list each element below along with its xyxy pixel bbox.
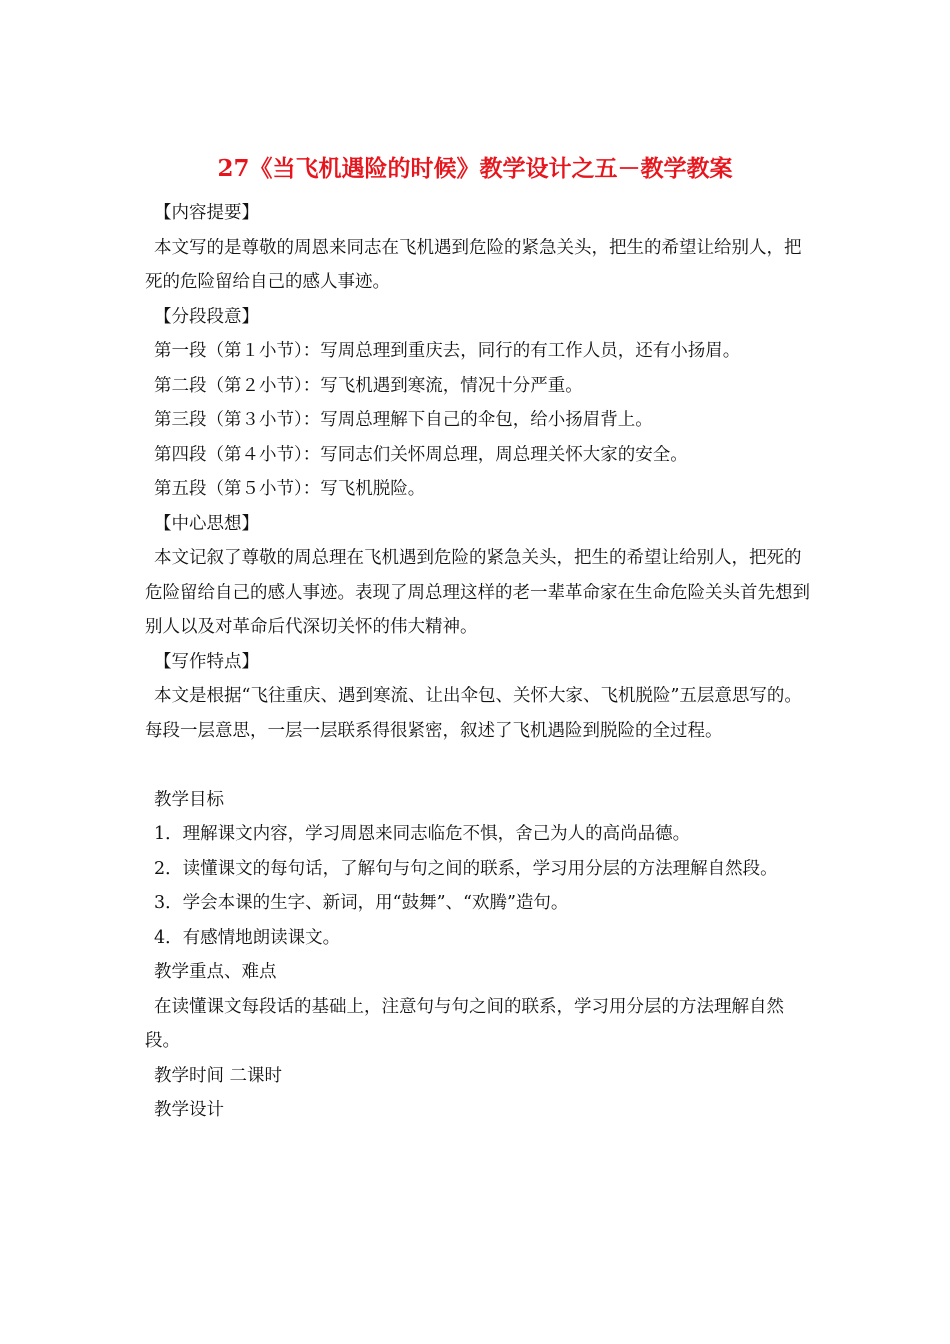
- document-body: [145, 196, 810, 1128]
- section-heading-summary: 【内容提要】: [154, 203, 259, 223]
- key-points-paragraph: 在读懂课文每段话的基础上，注意句与句之间的联系，学习用分层的方法理解自然段。: [145, 996, 784, 1051]
- central-idea-paragraph: 本文记叙了尊敬的周总理在飞机遇到危险的紧急关头，把生的希望让给别人，把死的危险留给自己的感人事迹。表现了周总理这样的老一辈革命家在生命危险关头首先想到别人以及对革命后代深切关怀的伟大精神。: [145, 548, 810, 637]
- segment-item-1: 第一段（第１小节）：写周总理到重庆去，同行的有工作人员，还有小扬眉。: [154, 341, 741, 361]
- teaching-goal-3: 3．学会本课的生字、新词，用“鼓舞”、“欢腾”造句。: [154, 893, 569, 913]
- key-points-heading: 教学重点、难点: [154, 962, 277, 982]
- teaching-goal-4: 4．有感情地朗读课文。: [154, 927, 341, 948]
- segment-item-3: 第三段（第３小节）：写周总理解下自己的伞包，给小扬眉背上。: [154, 410, 653, 430]
- teaching-goal-2: 2．读懂课文的每句话，了解句与句之间的联系，学习用分层的方法理解自然段。: [154, 858, 778, 879]
- section-heading-segments: 【分段段意】: [154, 306, 259, 327]
- teaching-time: 教学时间 二课时: [154, 1065, 283, 1086]
- section-heading-writing-features: 【写作特点】: [154, 651, 259, 672]
- teaching-goal-1: 1．理解课文内容，学习周恩来同志临危不惧，舍己为人的高尚品德。: [154, 824, 691, 844]
- segment-item-4: 第四段（第４小节）：写同志们关怀周总理，周总理关怀大家的安全。: [154, 444, 688, 465]
- segment-item-5: 第五段（第５小节）：写飞机脱险。: [154, 479, 426, 499]
- summary-paragraph: 本文写的是尊敬的周恩来同志在飞机遇到危险的紧急关头，把生的希望让给别人，把死的危险留给自己的感人事迹。: [145, 237, 802, 292]
- teaching-goals-heading: 教学目标: [154, 789, 224, 810]
- segment-item-2: 第二段（第２小节）：写飞机遇到寒流，情况十分严重。: [154, 375, 583, 396]
- teaching-design-heading: 教学设计: [154, 1100, 224, 1120]
- document-title: 27《当飞机遇险的时候》教学设计之五－教学教案: [217, 155, 733, 182]
- writing-features-paragraph: 本文是根据“飞往重庆、遇到寒流、让出伞包、关怀大家、飞机脱险”五层意思写的。每段一层意思，一层一层联系得很紧密，叙述了飞机遇险到脱险的全过程。: [145, 686, 802, 741]
- section-heading-central-idea: 【中心思想】: [154, 513, 259, 534]
- blank-line: [145, 748, 810, 783]
